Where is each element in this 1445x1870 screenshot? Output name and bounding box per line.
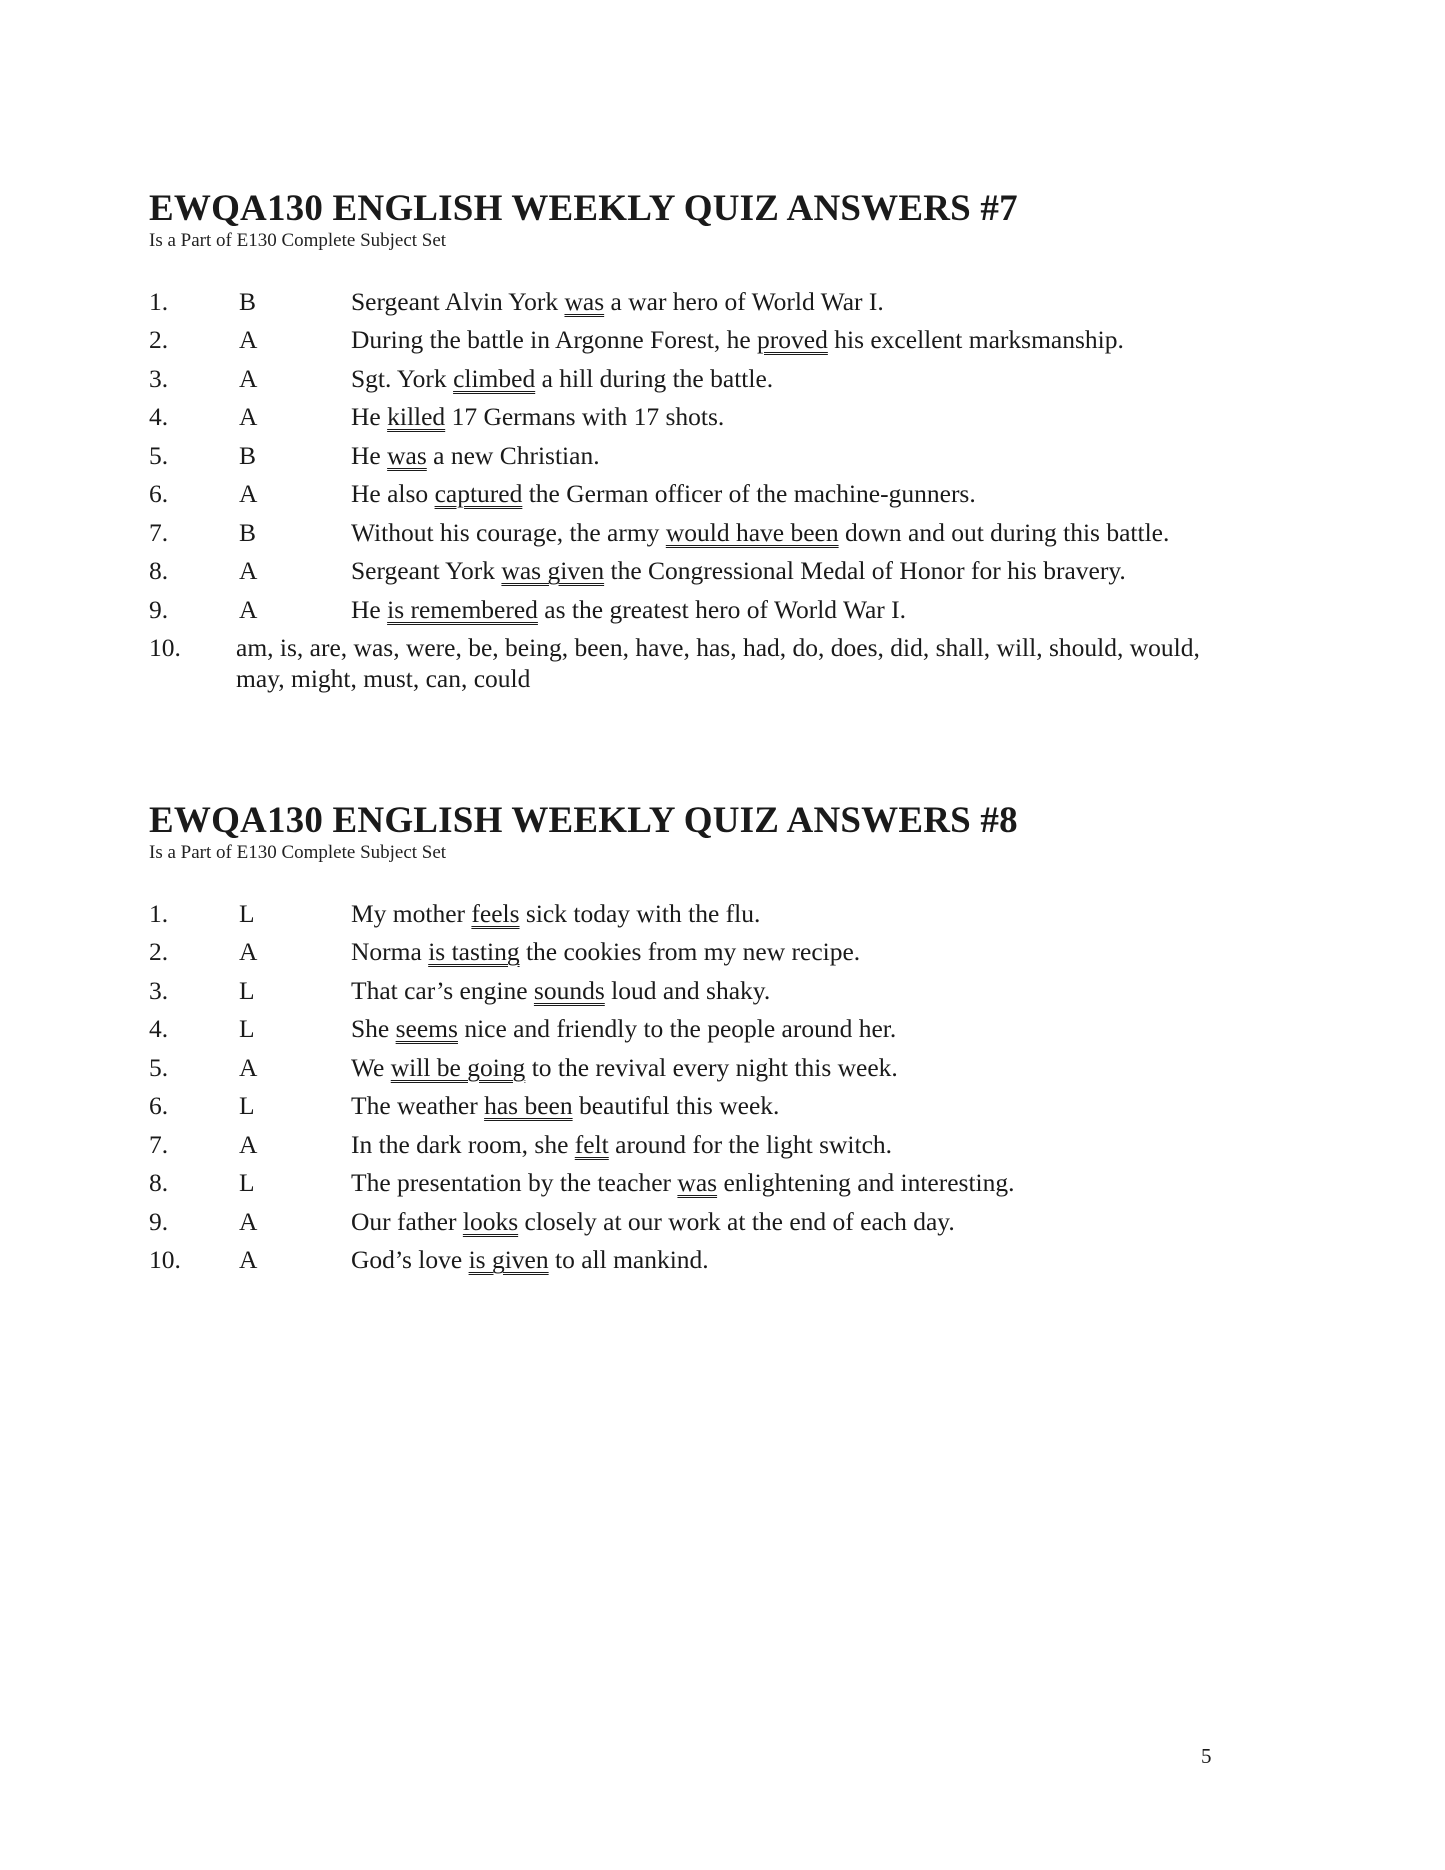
item-answer: A	[239, 402, 258, 432]
item-answer: L	[239, 898, 255, 928]
answer-row	[149, 590, 1249, 629]
section-title: EWQA130 ENGLISH WEEKLY QUIZ ANSWERS #7	[149, 188, 1018, 229]
sentence-text: Sgt. York	[351, 363, 454, 393]
answer-row	[149, 1048, 1249, 1087]
underlined-verb: felt	[574, 1129, 609, 1159]
underlined-verb: has been	[484, 1091, 573, 1121]
sentence-text: He	[351, 440, 388, 470]
sentence-text: My mother	[351, 898, 472, 928]
sentence-text: a new Christian.	[426, 440, 600, 470]
underlined-verb: is given	[468, 1245, 549, 1275]
item-answer: L	[239, 975, 255, 1005]
answer-row	[149, 552, 1249, 591]
item-sentence	[351, 594, 1241, 625]
answer-row	[149, 359, 1249, 398]
item-answer: A	[239, 1052, 258, 1082]
sentence-text: During the battle in Argonne Forest, he	[351, 325, 758, 355]
item-number: 8.	[149, 1168, 169, 1198]
answer-row	[149, 475, 1249, 514]
item-sentence	[236, 632, 1236, 694]
item-number: 5.	[149, 1052, 169, 1082]
item-answer: L	[239, 1091, 255, 1121]
item-number: 2.	[149, 937, 169, 967]
item-number: 6.	[149, 1091, 169, 1121]
sentence-text: Without his courage, the army	[351, 517, 666, 547]
item-number: 1.	[149, 286, 169, 316]
quiz-answers-8	[149, 800, 1249, 1279]
item-number: 2.	[149, 325, 169, 355]
item-number: 7.	[149, 517, 169, 547]
sentence-text: am, is, are, was, were, be, being, been, have, has, had, do, does, did, shall, will, should, would, may, might, must, can, could	[236, 633, 1200, 694]
sentence-text: That car’s engine	[351, 975, 534, 1005]
item-sentence	[351, 401, 1241, 432]
answer-row	[149, 321, 1249, 360]
answer-row	[149, 1202, 1249, 1241]
section-subtitle: Is a Part of E130 Complete Subject Set	[149, 230, 447, 251]
sentence-text: the cookies from my new recipe.	[519, 937, 861, 967]
item-answer: A	[239, 937, 258, 967]
answer-row	[149, 894, 1249, 933]
item-answer: A	[239, 479, 258, 509]
item-sentence	[351, 286, 1241, 317]
item-sentence	[351, 1013, 1241, 1044]
item-answer: L	[239, 1014, 255, 1044]
item-answer: A	[239, 1206, 258, 1236]
answer-row	[149, 1087, 1249, 1126]
item-answer: A	[239, 325, 258, 355]
item-sentence	[351, 1129, 1241, 1160]
sentence-text: She	[351, 1014, 396, 1044]
sentence-text: Sergeant Alvin York	[351, 286, 565, 316]
item-answer: A	[239, 556, 258, 586]
sentence-text: The presentation by the teacher	[351, 1168, 678, 1198]
sentence-text: nice and friendly to the people around her.	[457, 1014, 897, 1044]
underlined-verb: was	[677, 1168, 718, 1198]
sentence-text: loud and shaky.	[604, 975, 771, 1005]
sentence-text: Our father	[351, 1206, 463, 1236]
sentence-text: as the greatest hero of World War I.	[537, 594, 907, 624]
quiz-answers-7	[149, 188, 1249, 698]
answer-row	[149, 282, 1249, 321]
underlined-verb: was	[387, 440, 427, 470]
item-answer: A	[239, 363, 258, 393]
sentence-text: down and out during this battle.	[838, 517, 1170, 547]
item-answer: A	[239, 594, 258, 624]
underlined-verb: sounds	[533, 975, 605, 1005]
item-number: 10.	[149, 633, 181, 663]
item-sentence	[351, 324, 1241, 355]
item-sentence	[351, 1206, 1241, 1237]
underlined-verb: is tasting	[428, 937, 520, 967]
underlined-verb: proved	[757, 325, 828, 355]
item-sentence	[351, 363, 1241, 394]
underlined-verb: is remembered	[387, 594, 538, 624]
sentence-text: the German officer of the machine-gunners.	[522, 479, 976, 509]
item-number: 3.	[149, 975, 169, 1005]
underlined-verb: looks	[462, 1206, 519, 1236]
answer-list	[149, 282, 1249, 698]
sentence-text: sick today with the flu.	[519, 898, 761, 928]
sentence-text: his excellent marksmanship.	[827, 325, 1124, 355]
underlined-verb: would have been	[665, 517, 839, 547]
answer-row	[149, 933, 1249, 972]
item-sentence	[351, 1167, 1241, 1198]
sentence-text: He	[351, 402, 388, 432]
answer-row	[149, 1241, 1249, 1280]
answer-row	[149, 1010, 1249, 1049]
item-number: 1.	[149, 898, 169, 928]
item-sentence	[351, 1244, 1241, 1275]
answer-row	[149, 398, 1249, 437]
item-number: 9.	[149, 594, 169, 624]
item-answer: B	[239, 440, 257, 470]
answer-row	[149, 436, 1249, 475]
answer-row	[149, 1125, 1249, 1164]
section-title: EWQA130 ENGLISH WEEKLY QUIZ ANSWERS #8	[149, 800, 1018, 841]
underlined-verb: was	[564, 286, 605, 316]
answer-row	[149, 1164, 1249, 1203]
underlined-verb: will be going	[390, 1052, 526, 1082]
item-number: 9.	[149, 1206, 169, 1236]
underlined-verb: was given	[501, 556, 605, 586]
underlined-verb: captured	[434, 479, 523, 509]
sentence-text: The weather	[351, 1091, 485, 1121]
item-sentence	[351, 555, 1241, 586]
sentence-text: 17 Germans with 17 shots.	[445, 402, 725, 432]
sentence-text: a hill during the battle.	[535, 363, 774, 393]
item-sentence	[351, 478, 1241, 509]
item-number: 4.	[149, 402, 169, 432]
item-answer: B	[239, 517, 257, 547]
sentence-text: beautiful this week.	[572, 1091, 780, 1121]
item-number: 6.	[149, 479, 169, 509]
answer-row	[149, 629, 1249, 699]
underlined-verb: seems	[395, 1014, 458, 1044]
item-number: 5.	[149, 440, 169, 470]
item-sentence	[351, 975, 1241, 1006]
page-number: 5	[1201, 1744, 1212, 1768]
sentence-text: closely at our work at the end of each day.	[518, 1206, 955, 1236]
section-subtitle: Is a Part of E130 Complete Subject Set	[149, 842, 447, 863]
sentence-text: to all mankind.	[548, 1245, 709, 1275]
sentence-text: God’s love	[351, 1245, 469, 1275]
item-number: 3.	[149, 363, 169, 393]
item-sentence	[351, 898, 1241, 929]
item-answer: B	[239, 286, 257, 316]
sentence-text: around for the light switch.	[608, 1129, 893, 1159]
sentence-text: He	[351, 594, 388, 624]
item-sentence	[351, 440, 1241, 471]
sentence-text: the Congressional Medal of Honor for his bravery.	[604, 556, 1126, 586]
answer-row	[149, 971, 1249, 1010]
item-sentence	[351, 1052, 1241, 1083]
item-answer: A	[239, 1245, 258, 1275]
item-sentence	[351, 517, 1241, 548]
item-sentence	[351, 936, 1241, 967]
answer-list	[149, 894, 1249, 1279]
underlined-verb: killed	[387, 402, 446, 432]
sentence-text: We	[351, 1052, 391, 1082]
item-number: 10.	[149, 1245, 181, 1275]
item-number: 7.	[149, 1129, 169, 1159]
underlined-verb: climbed	[453, 363, 536, 393]
sentence-text: In the dark room, she	[351, 1129, 575, 1159]
sentence-text: to the revival every night this week.	[525, 1052, 898, 1082]
answer-row	[149, 513, 1249, 552]
item-number: 8.	[149, 556, 169, 586]
sentence-text: Norma	[351, 937, 429, 967]
item-answer: L	[239, 1168, 255, 1198]
item-number: 4.	[149, 1014, 169, 1044]
sentence-text: He also	[351, 479, 435, 509]
underlined-verb: feels	[471, 898, 520, 928]
sentence-text: enlightening and interesting.	[717, 1168, 1015, 1198]
sentence-text: a war hero of World War I.	[604, 286, 884, 316]
item-sentence	[351, 1090, 1241, 1121]
sentence-text: Sergeant York	[351, 556, 502, 586]
item-answer: A	[239, 1129, 258, 1159]
